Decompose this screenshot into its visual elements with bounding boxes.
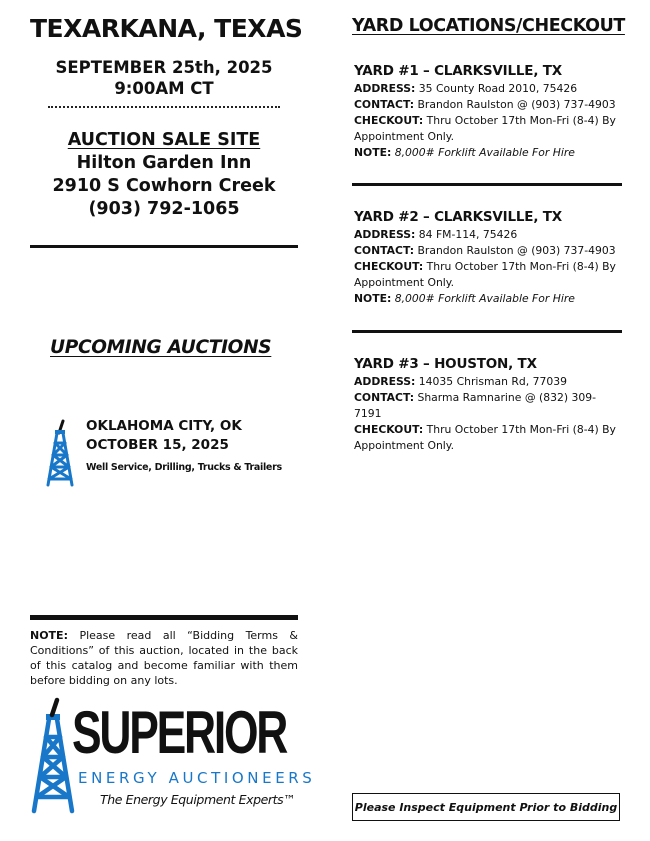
yard-contact: Brandon Raulston @ (903) 737-4903: [417, 244, 616, 257]
sale-date-time: [30, 57, 298, 99]
superior-logo: [28, 695, 316, 820]
yard-checkout: Thru October 17th Mon-Fri (8-4) By Appointment Only.: [354, 260, 616, 289]
logo-tagline: The Energy Equipment Experts™: [100, 792, 296, 807]
upcoming-auction-date: OCTOBER 15, 2025: [86, 437, 229, 453]
address-label: ADDRESS:: [354, 375, 416, 388]
yard-1-block: [354, 62, 622, 161]
note-label: NOTE:: [30, 629, 68, 642]
auction-sale-site: [30, 128, 298, 221]
sale-city-title: TEXARKANA, TEXAS: [30, 14, 303, 43]
yard-locations-heading: YARD LOCATIONS/CHECKOUT: [352, 16, 625, 36]
upcoming-auctions-heading: UPCOMING AUCTIONS: [50, 337, 272, 358]
yard-checkout-line: [354, 259, 622, 291]
yard-contact-line: [354, 390, 622, 422]
yard-contact-line: [354, 97, 622, 113]
yard-title: YARD #2 – CLARKSVILLE, TX: [354, 209, 562, 225]
yard-title: YARD #1 – CLARKSVILLE, TX: [354, 63, 562, 79]
sale-time: 9:00AM CT: [114, 79, 214, 98]
yard-contact-line: [354, 243, 622, 259]
address-label: ADDRESS:: [354, 228, 416, 241]
yard-address-line: [354, 374, 622, 390]
address-label: ADDRESS:: [354, 82, 416, 95]
yard-note-line: [354, 145, 622, 161]
yard-address-line: [354, 227, 622, 243]
yard-address-line: [354, 81, 622, 97]
sale-site-address: 2910 S Cowhorn Creek: [52, 176, 276, 196]
yard-2-block: [354, 208, 622, 307]
upcoming-auction-description: Well Service, Drilling, Trucks & Trailers: [86, 462, 282, 473]
note-label: NOTE:: [354, 146, 392, 159]
yard-checkout-line: [354, 113, 622, 145]
yard-contact: Brandon Raulston @ (903) 737-4903: [417, 98, 616, 111]
sale-site-heading: AUCTION SALE SITE: [67, 130, 261, 150]
oil-rig-icon: [42, 419, 78, 489]
contact-label: CONTACT:: [354, 391, 415, 404]
checkout-label: CHECKOUT:: [354, 423, 424, 436]
checkout-label: CHECKOUT:: [354, 114, 424, 127]
yard-title: YARD #3 – HOUSTON, TX: [354, 356, 537, 372]
section-divider: [30, 615, 298, 620]
bidding-terms-note: [30, 628, 298, 688]
logo-wordmark: SUPERIOR: [72, 699, 287, 766]
yard-note: 8,000# Forklift Available For Hire: [394, 146, 575, 159]
inspect-equipment-notice: Please Inspect Equipment Prior to Bidding: [352, 793, 620, 821]
section-divider: [352, 183, 622, 186]
yard-checkout-line: [354, 422, 622, 454]
contact-label: CONTACT:: [354, 244, 415, 257]
yard-address: 84 FM-114, 75426: [418, 228, 518, 241]
section-divider: [30, 245, 298, 248]
section-divider: [352, 330, 622, 333]
yard-checkout: Thru October 17th Mon-Fri (8-4) By Appointment Only.: [354, 423, 616, 452]
contact-label: CONTACT:: [354, 98, 415, 111]
yard-3-block: [354, 355, 622, 454]
yard-note-line: [354, 291, 622, 307]
upcoming-auction-city: OKLAHOMA CITY, OK: [86, 418, 242, 434]
yard-checkout: Thru October 17th Mon-Fri (8-4) By Appointment Only.: [354, 114, 616, 143]
sale-site-name: Hilton Garden Inn: [76, 153, 252, 173]
sale-site-phone: (903) 792-1065: [88, 199, 240, 219]
yard-contact: Sharma Ramnarine @ (832) 309-7191: [354, 391, 597, 420]
yard-address: 35 County Road 2010, 75426: [418, 82, 578, 95]
logo-derrick-icon: [28, 697, 78, 815]
yard-address: 14035 Chrisman Rd, 77039: [418, 375, 567, 388]
logo-subtitle: ENERGY AUCTIONEERS: [78, 769, 316, 787]
yard-note: 8,000# Forklift Available For Hire: [394, 292, 575, 305]
checkout-label: CHECKOUT:: [354, 260, 424, 273]
sale-date: SEPTEMBER 25th, 2025: [55, 58, 273, 77]
note-text: Please read all “Bidding Terms & Conditions” of this auction, located in the back of this catalog and become familiar with them before bidding on any lots.: [30, 629, 298, 687]
note-label: NOTE:: [354, 292, 392, 305]
dotted-divider: [48, 106, 280, 108]
